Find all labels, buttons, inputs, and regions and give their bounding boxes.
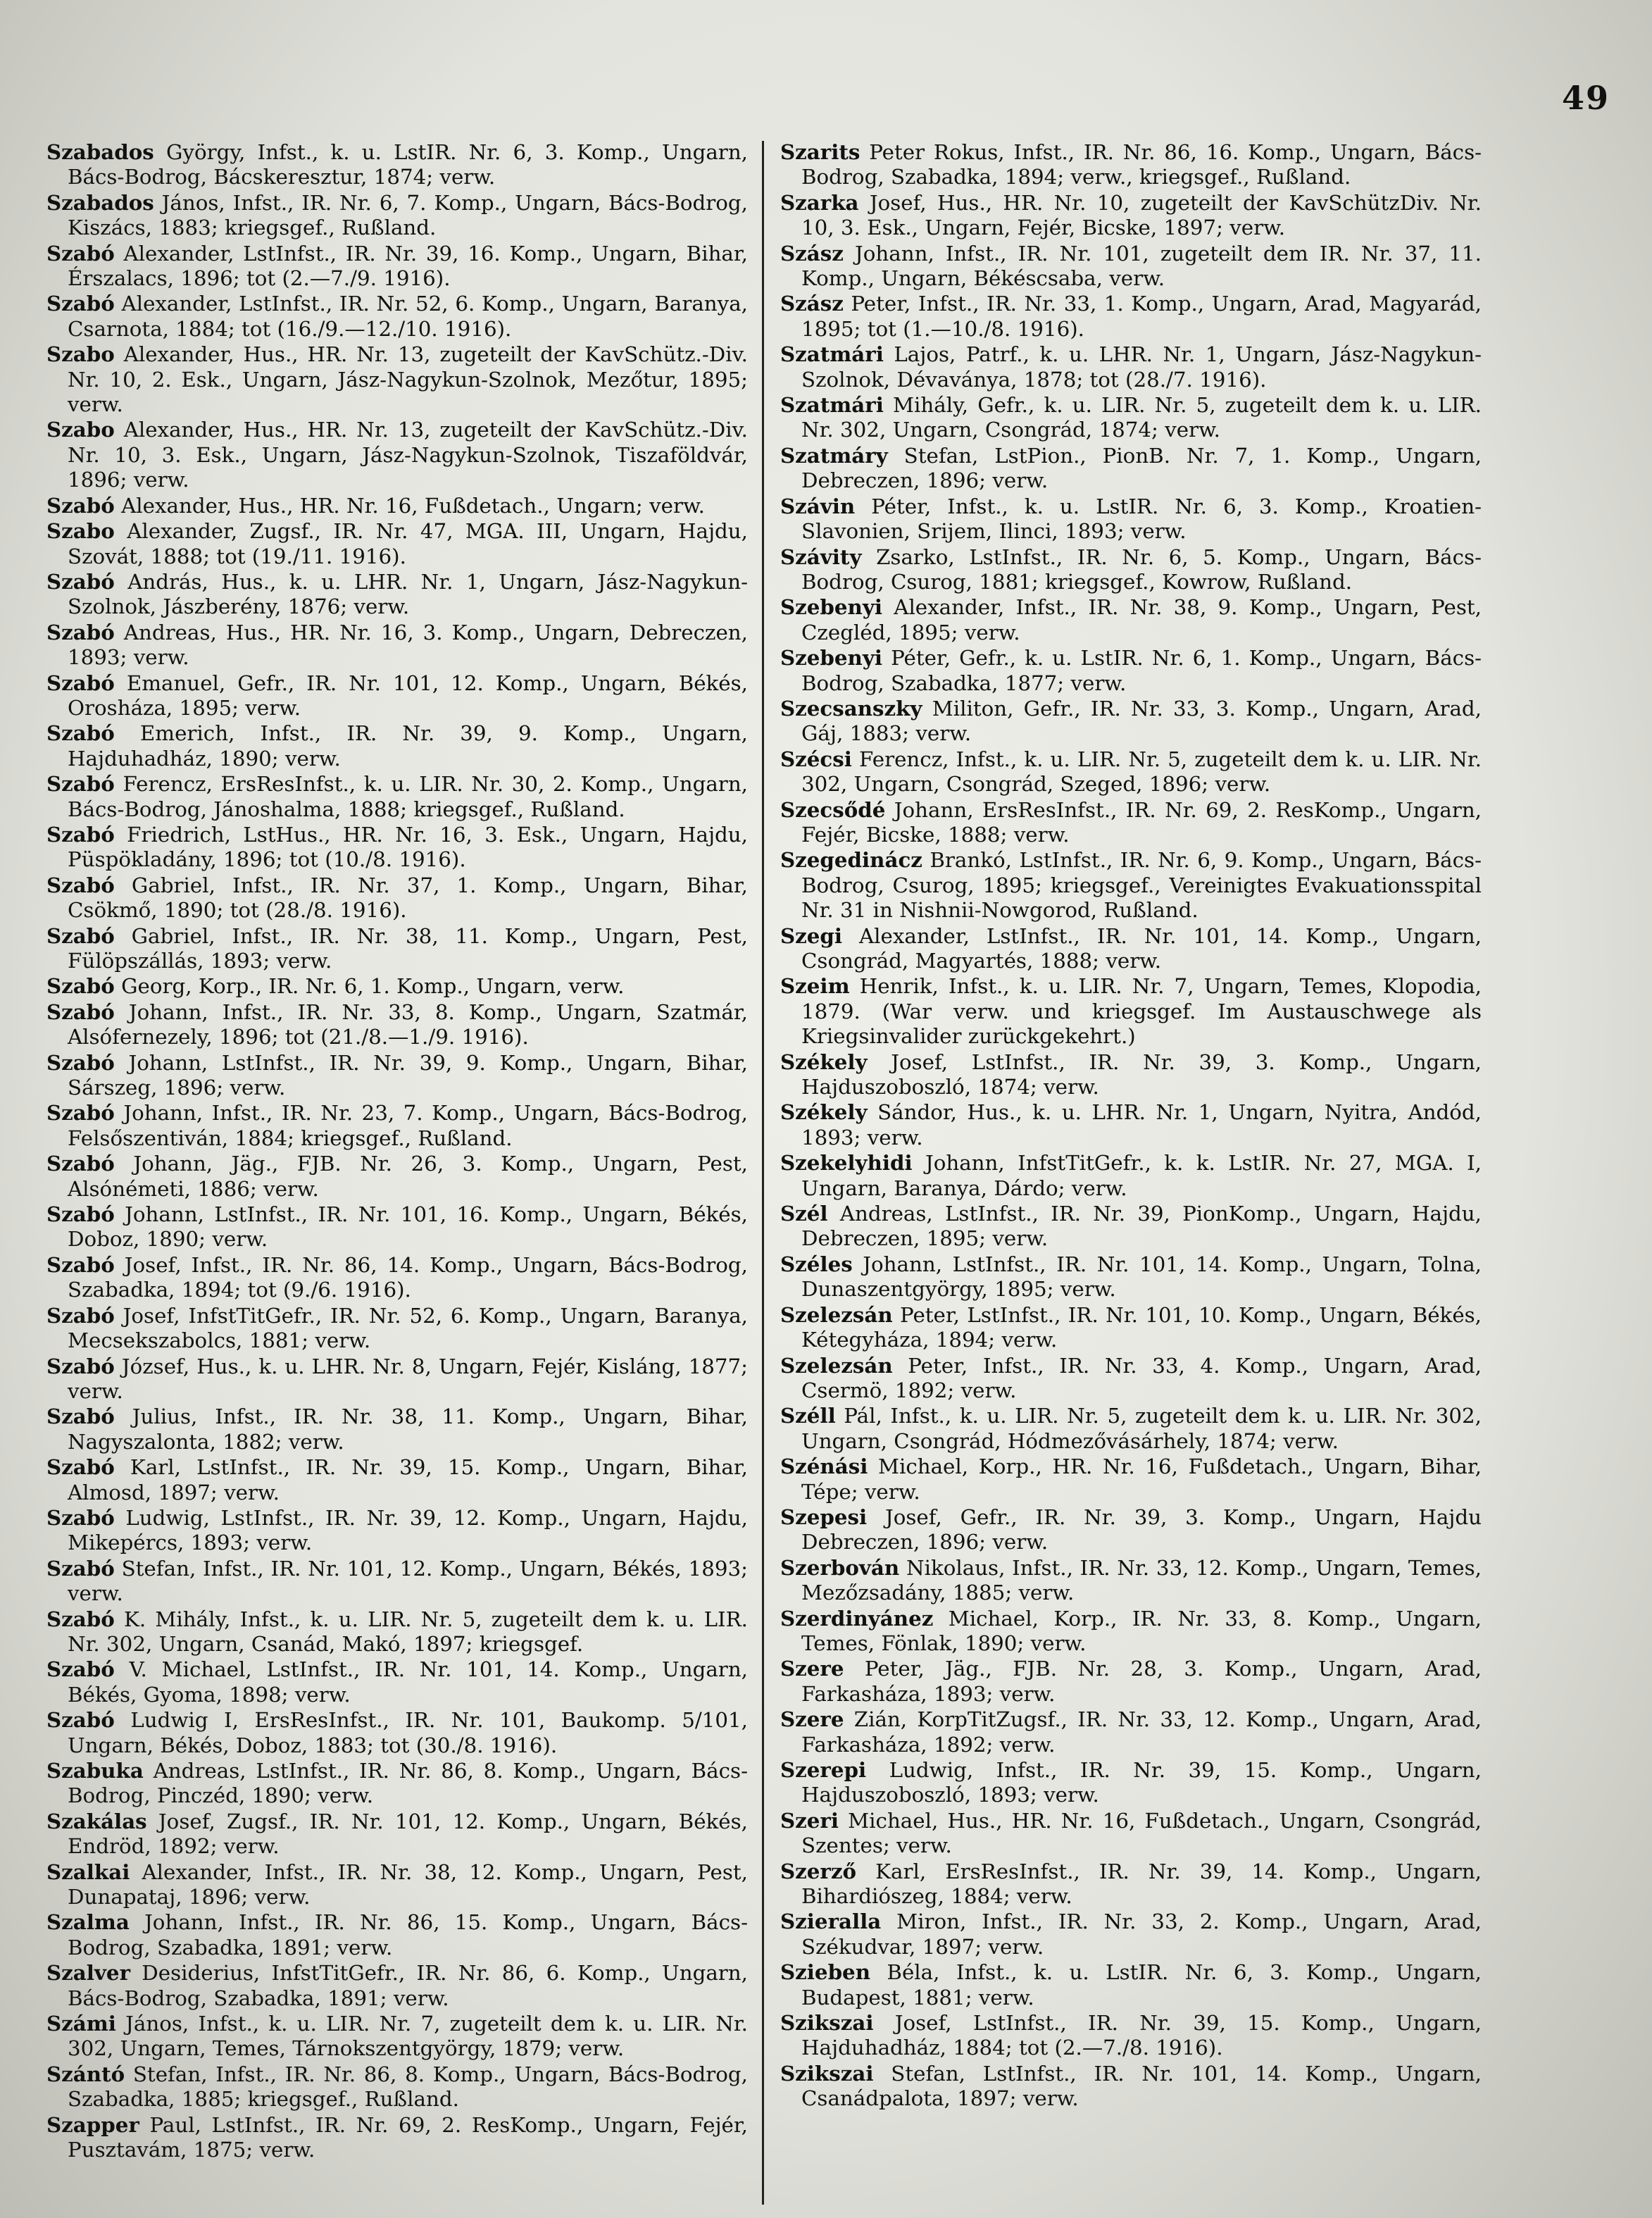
entry-surname: Szávity (780, 544, 862, 569)
entry-details: Gabriel, Infst., IR. Nr. 37, 1. Komp., Ungarn, Bihar, Csökmő, 1890; tot (28./8. 1916). (68, 873, 748, 923)
list-entry (780, 1555, 1482, 1606)
entry-details: Alexander, Hus., HR. Nr. 13, zugeteilt der KavSchütz.-Div. Nr. 10, 2. Esk., Ungarn, Jász-Nagykun-Szolnok, Mezőtur, 1895; verw. (68, 342, 748, 417)
entry-surname: Szabó (46, 1454, 115, 1480)
entry-details: József, Hus., k. u. LHR. Nr. 8, Ungarn, Fejér, Kisláng, 1877; verw. (68, 1354, 748, 1403)
entry-details: Paul, LstInfst., IR. Nr. 69, 2. ResKomp., Ungarn, Fejér, Pusztavám, 1875; verw. (68, 2112, 748, 2162)
entry-surname: Szénási (780, 1454, 868, 1479)
list-entry (780, 1656, 1482, 1707)
list-entry (780, 241, 1482, 292)
entry-details: András, Hus., k. u. LHR. Nr. 1, Ungarn, Jász-Nagykun-Szolnok, Jászberény, 1876; verw. (68, 569, 748, 619)
list-entry (780, 1201, 1482, 1252)
entry-details: Ferencz, ErsResInfst., k. u. LIR. Nr. 30, 2. Komp., Ungarn, Bács-Bodrog, Jánoshalma, 1888; kriegsgef., Rußland. (68, 772, 748, 821)
entry-details: Karl, ErsResInfst., IR. Nr. 39, 14. Komp., Ungarn, Bihardiószeg, 1884; verw. (801, 1859, 1482, 1909)
entry-surname: Szerbován (780, 1555, 900, 1580)
entry-surname: Szepesi (780, 1504, 868, 1529)
entry-surname: Szabo (46, 417, 115, 442)
list-entry (780, 291, 1482, 342)
entry-details: Alexander, LstInfst., IR. Nr. 101, 14. Komp., Ungarn, Csongrád, Magyartés, 1888; verw. (801, 923, 1482, 973)
list-entry (780, 1757, 1482, 1808)
entry-surname: Szeim (780, 973, 850, 999)
entry-details: Peter, Jäg., FJB. Nr. 28, 3. Komp., Ungarn, Arad, Farkasháza, 1893; verw. (801, 1657, 1482, 1706)
entry-details: Brankó, LstInfst., IR. Nr. 6, 9. Komp., Ungarn, Bács-Bodrog, Csurog, 1895; kriegsgef., Vereinigtes Evakuationsspital Nr. 31 in Nishnii-Nowgorod, Rußland. (801, 848, 1482, 923)
entry-surname: Szabó (46, 1606, 115, 1631)
entry-surname: Számi (46, 2011, 116, 2036)
list-entry (46, 1607, 748, 1657)
entry-details: György, Infst., k. u. LstIR. Nr. 6, 3. Komp., Ungarn, Bács-Bodrog, Bácskeresztur, 1874; verw. (68, 140, 748, 189)
entry-surname: Szabó (46, 1302, 115, 1328)
list-entry (780, 1252, 1482, 1302)
entry-surname: Szalver (46, 1960, 131, 1986)
list-entry (46, 2011, 748, 2062)
list-entry (46, 1960, 748, 2011)
list-entry (46, 1454, 748, 1505)
list-entry (780, 645, 1482, 696)
entry-details: Ludwig, Infst., IR. Nr. 39, 15. Komp., Ungarn, Hajduszoboszló, 1893; verw. (801, 1758, 1482, 1807)
list-entry (46, 1151, 748, 1202)
list-entry (780, 1099, 1482, 1150)
entry-details: Johann, ErsResInfst., IR. Nr. 69, 2. ResKomp., Ungarn, Fejér, Bicske, 1888; verw. (801, 797, 1482, 847)
entry-surname: Szabó (46, 1202, 115, 1227)
list-entry (780, 1353, 1482, 1404)
entry-surname: Szabó (46, 240, 115, 266)
entry-surname: Szabó (46, 619, 115, 644)
list-entry (46, 518, 748, 569)
list-entry (780, 2061, 1482, 2112)
entry-surname: Székely (780, 1099, 868, 1125)
list-entry (780, 1504, 1482, 1555)
list-entry (46, 1050, 748, 1101)
list-entry (46, 417, 748, 492)
entry-surname: Szabó (46, 1404, 115, 1429)
entry-surname: Szerepi (780, 1757, 867, 1782)
entry-details: Peter, LstInfst., IR. Nr. 101, 10. Komp., Ungarn, Békés, Kétegyháza, 1894; verw. (801, 1302, 1482, 1352)
list-entry (780, 1707, 1482, 1757)
list-entry (46, 973, 748, 999)
list-entry (780, 494, 1482, 544)
entry-details: Alexander, Zugsf., IR. Nr. 47, MGA. III, Ungarn, Hajdu, Szovát, 1888; tot (19./11. 1916). (68, 519, 748, 568)
list-entry (780, 1454, 1482, 1504)
entry-details: Lajos, Patrf., k. u. LHR. Nr. 1, Ungarn, Jász-Nagykun-Szolnok, Dévaványa, 1878; tot (28./7. 1916). (801, 342, 1482, 392)
entry-details: Josef, LstInfst., IR. Nr. 39, 15. Komp., Ungarn, Hajduhadház, 1884; tot (2.—7./8. 1916). (801, 2011, 1482, 2060)
entry-surname: Szabó (46, 1353, 115, 1378)
entry-details: Friedrich, LstHus., HR. Nr. 16, 3. Esk., Ungarn, Hajdu, Püspökladány, 1896; tot (10./8. 1916). (68, 822, 748, 872)
entry-details: Stefan, Infst., IR. Nr. 101, 12. Komp., Ungarn, Békés, 1893; verw. (68, 1556, 748, 1606)
entry-surname: Szabó (46, 721, 115, 746)
list-entry (780, 1808, 1482, 1859)
list-entry (46, 342, 748, 417)
entry-details: Karl, LstInfst., IR. Nr. 39, 15. Komp., Ungarn, Bihar, Almosd, 1897; verw. (68, 1455, 748, 1504)
list-entry (780, 544, 1482, 595)
list-entry (780, 847, 1482, 923)
entry-details: Alexander, Infst., IR. Nr. 38, 9. Komp., Ungarn, Pest, Czegléd, 1895; verw. (801, 595, 1482, 644)
entry-surname: Szebenyi (780, 594, 883, 620)
list-entry (46, 771, 748, 822)
entry-surname: Szebenyi (780, 645, 883, 671)
entry-details: Sándor, Hus., k. u. LHR. Nr. 1, Ungarn, Nyitra, Andód, 1893; verw. (801, 1100, 1482, 1150)
list-entry (46, 1354, 748, 1404)
list-entry (46, 1303, 748, 1354)
entry-details: Josef, Hus., HR. Nr. 10, zugeteilt der KavSchützDiv. Nr. 10, 3. Esk., Ungarn, Fejér, Bicske, 1897; verw. (801, 190, 1482, 240)
entry-details: Peter, Infst., IR. Nr. 33, 4. Komp., Ungarn, Arad, Csermö, 1892; verw. (801, 1353, 1482, 1402)
list-entry (46, 1202, 748, 1252)
entry-surname: Szabó (46, 1504, 115, 1530)
entry-surname: Szabuka (46, 1758, 144, 1783)
entry-details: Johann, Infst., IR. Nr. 86, 15. Komp., Ungarn, Bács-Bodrog, Szabadka, 1891; verw. (68, 1910, 748, 1960)
entry-surname: Szelezsán (780, 1302, 893, 1327)
list-entry (46, 1556, 748, 1607)
entry-details: V. Michael, LstInfst., IR. Nr. 101, 14. Komp., Ungarn, Békés, Gyoma, 1898; verw. (68, 1657, 748, 1707)
list-entry (46, 1505, 748, 1556)
entry-surname: Szabó (46, 291, 115, 316)
list-entry (780, 1909, 1482, 1960)
list-entry (780, 190, 1482, 241)
entry-details: Peter, Infst., IR. Nr. 33, 1. Komp., Ungarn, Arad, Magyarád, 1895; tot (1.—10./8. 1916). (801, 292, 1482, 341)
entry-surname: Szabó (46, 568, 115, 594)
entry-surname: Szarits (780, 139, 861, 164)
entry-surname: Szikszai (780, 2060, 874, 2086)
entry-details: Gabriel, Infst., IR. Nr. 38, 11. Komp., Ungarn, Pest, Fülöpszállás, 1893; verw. (68, 923, 748, 973)
entry-surname: Szeri (780, 1807, 839, 1833)
entry-surname: Szegedinácz (780, 847, 922, 873)
entry-surname: Szántó (46, 2061, 125, 2086)
entry-surname: Szabados (46, 139, 154, 164)
entry-surname: Szabó (46, 872, 115, 897)
entry-surname: Szabó (46, 1049, 115, 1075)
entry-surname: Szarka (780, 189, 859, 215)
entry-details: Johann, InfstTitGefr., k. k. LstIR. Nr. 27, MGA. I, Ungarn, Baranya, Dárdo; verw. (801, 1151, 1482, 1200)
entry-details: Emerich, Infst., IR. Nr. 39, 9. Komp., Ungarn, Hajduhadház, 1890; verw. (68, 721, 748, 771)
right-column (780, 139, 1482, 2112)
entry-surname: Szieben (780, 1960, 870, 1985)
entry-surname: Szabó (46, 821, 115, 847)
entry-surname: Szekelyhidi (780, 1150, 913, 1176)
list-entry (46, 1252, 748, 1303)
list-entry (780, 443, 1482, 494)
entry-details: Michael, Korp., HR. Nr. 16, Fußdetach., Ungarn, Bihar, Tépe; verw. (801, 1454, 1482, 1504)
list-entry (46, 1707, 748, 1758)
entry-surname: Szalkai (46, 1859, 130, 1884)
list-entry (46, 822, 748, 873)
entry-surname: Szabó (46, 1100, 115, 1126)
entry-surname: Szabados (46, 189, 154, 215)
list-entry (780, 923, 1482, 974)
entry-details: Péter, Gefr., k. u. LstIR. Nr. 6, 1. Komp., Ungarn, Bács-Bodrog, Szabadka, 1877; verw. (801, 646, 1482, 695)
list-entry (46, 1909, 748, 1960)
entry-details: Desiderius, InfstTitGefr., IR. Nr. 86, 6. Komp., Ungarn, Bács-Bodrog, Szabadka, 1891; verw. (68, 1961, 748, 2010)
list-entry (780, 747, 1482, 797)
entry-surname: Szakálas (46, 1808, 147, 1833)
entry-surname: Szere (780, 1707, 844, 1732)
entry-surname: Szikszai (780, 2010, 874, 2036)
list-entry (46, 873, 748, 923)
entry-details: Josef, Infst., IR. Nr. 86, 14. Komp., Ungarn, Bács-Bodrog, Szabadka, 1894; tot (9./6. 1916). (68, 1252, 748, 1302)
entry-surname: Szerdinyánez (780, 1605, 934, 1631)
entry-details: Militon, Gefr., IR. Nr. 33, 3. Komp., Ungarn, Arad, Gáj, 1883; verw. (801, 696, 1482, 746)
entry-details: Zián, KorpTitZugsf., IR. Nr. 33, 12. Komp., Ungarn, Arad, Farkasháza, 1892; verw. (801, 1707, 1482, 1757)
entry-surname: Szatmári (780, 342, 884, 367)
entry-surname: Szegi (780, 923, 843, 948)
entry-details: Stefan, LstPion., PionB. Nr. 7, 1. Komp., Ungarn, Debreczen, 1896; verw. (801, 443, 1482, 493)
list-entry (46, 291, 748, 342)
list-entry (780, 2010, 1482, 2061)
entry-details: Alexander, Hus., HR. Nr. 13, zugeteilt der KavSchütz.-Div. Nr. 10, 3. Esk., Ungarn, Jász-Nagykun-Szolnok, Tiszaföldvár, 1896; verw. (68, 418, 748, 492)
entry-details: Peter Rokus, Infst., IR. Nr. 86, 16. Komp., Ungarn, Bács-Bodrog, Szabadka, 1894; verw., kriegsgef., Rußland. (801, 140, 1482, 189)
entry-details: Nikolaus, Infst., IR. Nr. 33, 12. Komp., Ungarn, Temes, Mezőzsadány, 1885; verw. (801, 1555, 1482, 1605)
entry-surname: Szerző (780, 1858, 857, 1883)
entry-details: Pál, Infst., k. u. LIR. Nr. 5, zugeteilt dem k. u. LIR. Nr. 302, Ungarn, Csongrád, Hódmezővásárhely, 1874; verw. (801, 1404, 1482, 1453)
list-entry (780, 1150, 1482, 1201)
entry-details: Andreas, LstInfst., IR. Nr. 39, PionKomp., Ungarn, Hajdu, Debreczen, 1895; verw. (801, 1202, 1482, 1251)
list-entry (780, 342, 1482, 392)
entry-details: K. Mihály, Infst., k. u. LIR. Nr. 5, zugeteilt dem k. u. LIR. Nr. 302, Ungarn, Csanád, Makó, 1897; kriegsgef. (68, 1607, 748, 1656)
entry-details: Alexander, LstInfst., IR. Nr. 39, 16. Komp., Ungarn, Bihar, Érszalacs, 1896; tot (2.—7./9. 1916). (68, 241, 748, 291)
list-entry (46, 493, 748, 518)
entry-surname: Szatmáry (780, 442, 888, 468)
entry-details: Andreas, Hus., HR. Nr. 16, 3. Komp., Ungarn, Debreczen, 1893; verw. (68, 620, 748, 670)
entry-surname: Szél (780, 1201, 828, 1226)
entry-details: Josef, Zugsf., IR. Nr. 101, 12. Komp., Ungarn, Békés, Endröd, 1892; verw. (68, 1809, 748, 1859)
entry-surname: Szécsi (780, 746, 852, 771)
entry-details: Michael, Hus., HR. Nr. 16, Fußdetach., Ungarn, Csongrád, Szentes; verw. (801, 1808, 1482, 1858)
entry-details: Johann, LstInfst., IR. Nr. 39, 9. Komp., Ungarn, Bihar, Sárszeg, 1896; verw. (68, 1050, 748, 1100)
entry-details: Stefan, Infst., IR. Nr. 86, 8. Komp., Ungarn, Bács-Bodrog, Szabadka, 1885; kriegsgef., Rußland. (68, 2062, 748, 2112)
entry-surname: Szatmári (780, 392, 884, 418)
entry-details: Béla, Infst., k. u. LstIR. Nr. 6, 3. Komp., Ungarn, Budapest, 1881; verw. (801, 1960, 1482, 2010)
entry-details: Michael, Korp., IR. Nr. 33, 8. Komp., Ungarn, Temes, Fönlak, 1890; verw. (801, 1606, 1482, 1655)
entry-details: Josef, Gefr., IR. Nr. 39, 3. Komp., Ungarn, Hajdu Debreczen, 1896; verw. (801, 1504, 1482, 1555)
list-entry (780, 1049, 1482, 1100)
entry-details: Mihály, Gefr., k. u. LIR. Nr. 5, zugeteilt dem k. u. LIR. Nr. 302, Ungarn, Csongrád, 1874; verw. (801, 393, 1482, 442)
entry-details: Ferencz, Infst., k. u. LIR. Nr. 5, zugeteilt dem k. u. LIR. Nr. 302, Ungarn, Csongrád, Szeged, 1896; verw. (801, 747, 1482, 797)
entry-surname: Szecsődé (780, 797, 886, 822)
list-entry (46, 1809, 748, 1859)
entry-surname: Szabó (46, 923, 115, 948)
list-entry (46, 190, 748, 241)
entry-surname: Szapper (46, 2112, 139, 2137)
entry-details: Ludwig, LstInfst., IR. Nr. 39, 12. Komp., Ungarn, Hajdu, Mikepércs, 1893; verw. (68, 1505, 748, 1555)
list-entry (780, 696, 1482, 747)
entry-details: Stefan, LstInfst., IR. Nr. 101, 14. Komp., Ungarn, Csanádpalota, 1897; verw. (801, 2061, 1482, 2111)
entry-surname: Szelezsán (780, 1352, 893, 1378)
entry-details: Miron, Infst., IR. Nr. 33, 2. Komp., Ungarn, Arad, Székudvar, 1897; verw. (801, 1909, 1482, 1959)
list-entry (46, 2112, 748, 2163)
list-entry (46, 1404, 748, 1454)
list-entry (46, 1657, 748, 1707)
list-entry (46, 1100, 748, 1151)
entry-details: Johann, LstInfst., IR. Nr. 101, 16. Komp., Ungarn, Békés, Doboz, 1890; verw. (68, 1202, 748, 1252)
entry-surname: Szász (780, 240, 844, 266)
entry-surname: Szalma (46, 1909, 130, 1935)
entry-details: János, Infst., IR. Nr. 6, 7. Komp., Ungarn, Bács-Bodrog, Kiszács, 1883; kriegsgef., Rußland. (68, 190, 748, 240)
entry-details: Johann, Jäg., FJB. Nr. 26, 3. Komp., Ungarn, Pest, Alsónémeti, 1886; verw. (68, 1152, 748, 1201)
list-entry (46, 1859, 748, 1910)
list-entry (780, 139, 1482, 190)
entry-surname: Szász (780, 291, 844, 316)
list-entry (46, 241, 748, 292)
column-divider (762, 141, 764, 2205)
entry-surname: Szabó (46, 771, 115, 797)
entry-details: Julius, Infst., IR. Nr. 38, 11. Komp., Ungarn, Bihar, Nagyszalonta, 1882; verw. (68, 1404, 748, 1454)
entry-details: Henrik, Infst., k. u. LIR. Nr. 7, Ungarn, Temes, Klopodia, 1879. (War verw. und kriegsgef. Im Austauschwege als Kriegsinvalider zurückgekehrt.) (801, 974, 1482, 1049)
list-entry (780, 1606, 1482, 1657)
list-entry (780, 594, 1482, 645)
list-entry (46, 671, 748, 721)
left-column (46, 139, 748, 2163)
entry-surname: Szabo (46, 342, 115, 367)
list-entry (46, 923, 748, 974)
list-entry (780, 797, 1482, 848)
list-entry (780, 1859, 1482, 1909)
list-entry (780, 1960, 1482, 2010)
entry-details: Ludwig I, ErsResInfst., IR. Nr. 101, Baukomp. 5/101, Ungarn, Békés, Doboz, 1883; tot (30./8. 1916). (68, 1708, 748, 1757)
entry-surname: Szabó (46, 1252, 115, 1277)
list-entry (780, 973, 1482, 1049)
entry-surname: Szabó (46, 999, 115, 1024)
entry-surname: Székely (780, 1049, 868, 1074)
list-entry (780, 1403, 1482, 1454)
entry-surname: Szabó (46, 1657, 115, 1682)
entry-details: Emanuel, Gefr., IR. Nr. 101, 12. Komp., Ungarn, Békés, Orosháza, 1895; verw. (68, 671, 748, 720)
list-entry (780, 392, 1482, 443)
entry-surname: Szieralla (780, 1909, 882, 1934)
entry-surname: Szávin (780, 493, 856, 518)
entry-details: Alexander, Infst., IR. Nr. 38, 12. Komp., Ungarn, Pest, Dunapataj, 1896; verw. (68, 1859, 748, 1909)
entry-details: Johann, Infst., IR. Nr. 23, 7. Komp., Ungarn, Bács-Bodrog, Felsőszentiván, 1884; kriegsgef., Rußland. (68, 1101, 748, 1150)
entry-details: Zsarko, LstInfst., IR. Nr. 6, 5. Komp., Ungarn, Bács-Bodrog, Csurog, 1881; kriegsgef., Kowrow, Rußland. (801, 544, 1482, 594)
entry-surname: Szabó (46, 670, 115, 695)
page-number: 49 (1561, 79, 1610, 117)
entry-details: Georg, Korp., IR. Nr. 6, 1. Komp., Ungarn, verw. (114, 974, 625, 999)
entry-surname: Szere (780, 1656, 844, 1681)
list-entry (46, 999, 748, 1050)
list-entry (46, 1758, 748, 1809)
list-entry (46, 721, 748, 771)
entry-details: Josef, LstInfst., IR. Nr. 39, 3. Komp., Ungarn, Hajduszoboszló, 1874; verw. (801, 1049, 1482, 1099)
entry-details: Alexander, Hus., HR. Nr. 16, Fußdetach., Ungarn; verw. (114, 493, 705, 518)
entry-surname: Szecsanszky (780, 695, 922, 721)
list-entry (46, 2062, 748, 2112)
entry-details: Alexander, LstInfst., IR. Nr. 52, 6. Komp., Ungarn, Baranya, Csarnota, 1884; tot (16./9.—12./10. 1916). (68, 292, 748, 341)
list-entry (46, 620, 748, 671)
entry-surname: Széles (780, 1251, 853, 1276)
entry-details: Johann, LstInfst., IR. Nr. 101, 14. Komp., Ungarn, Tolna, Dunaszentgyörgy, 1895; verw. (801, 1252, 1482, 1302)
entry-details: Josef, InfstTitGefr., IR. Nr. 52, 6. Komp., Ungarn, Baranya, Mecsekszabolcs, 1881; verw. (68, 1303, 748, 1353)
entry-surname: Szabo (46, 518, 115, 544)
list-entry (46, 569, 748, 620)
list-entry (46, 139, 748, 190)
entry-surname: Szabó (46, 1555, 115, 1581)
entry-details: Johann, Infst., IR. Nr. 101, zugeteilt dem IR. Nr. 37, 11. Komp., Ungarn, Békéscsaba, verw. (801, 241, 1482, 291)
entry-details: Andreas, LstInfst., IR. Nr. 86, 8. Komp., Ungarn, Bács-Bodrog, Pinczéd, 1890; verw. (68, 1759, 748, 1808)
entry-details: János, Infst., k. u. LIR. Nr. 7, zugeteilt dem k. u. LIR. Nr. 302, Ungarn, Temes, Tárnokszentgyörgy, 1879; verw. (68, 2012, 748, 2061)
entry-surname: Szabó (46, 973, 115, 999)
entry-surname: Széll (780, 1403, 836, 1428)
entry-surname: Szabó (46, 1151, 115, 1176)
entry-details: Péter, Infst., k. u. LstIR. Nr. 6, 3. Komp., Kroatien-Slavonien, Srijem, Ilinci, 1893; verw. (801, 494, 1482, 544)
entry-surname: Szabó (46, 492, 115, 518)
entry-surname: Szabó (46, 1707, 115, 1733)
list-entry (780, 1302, 1482, 1353)
entry-details: Johann, Infst., IR. Nr. 33, 8. Komp., Ungarn, Szatmár, Alsófernezely, 1896; tot (21./8.—1./9. 1916). (68, 999, 748, 1049)
